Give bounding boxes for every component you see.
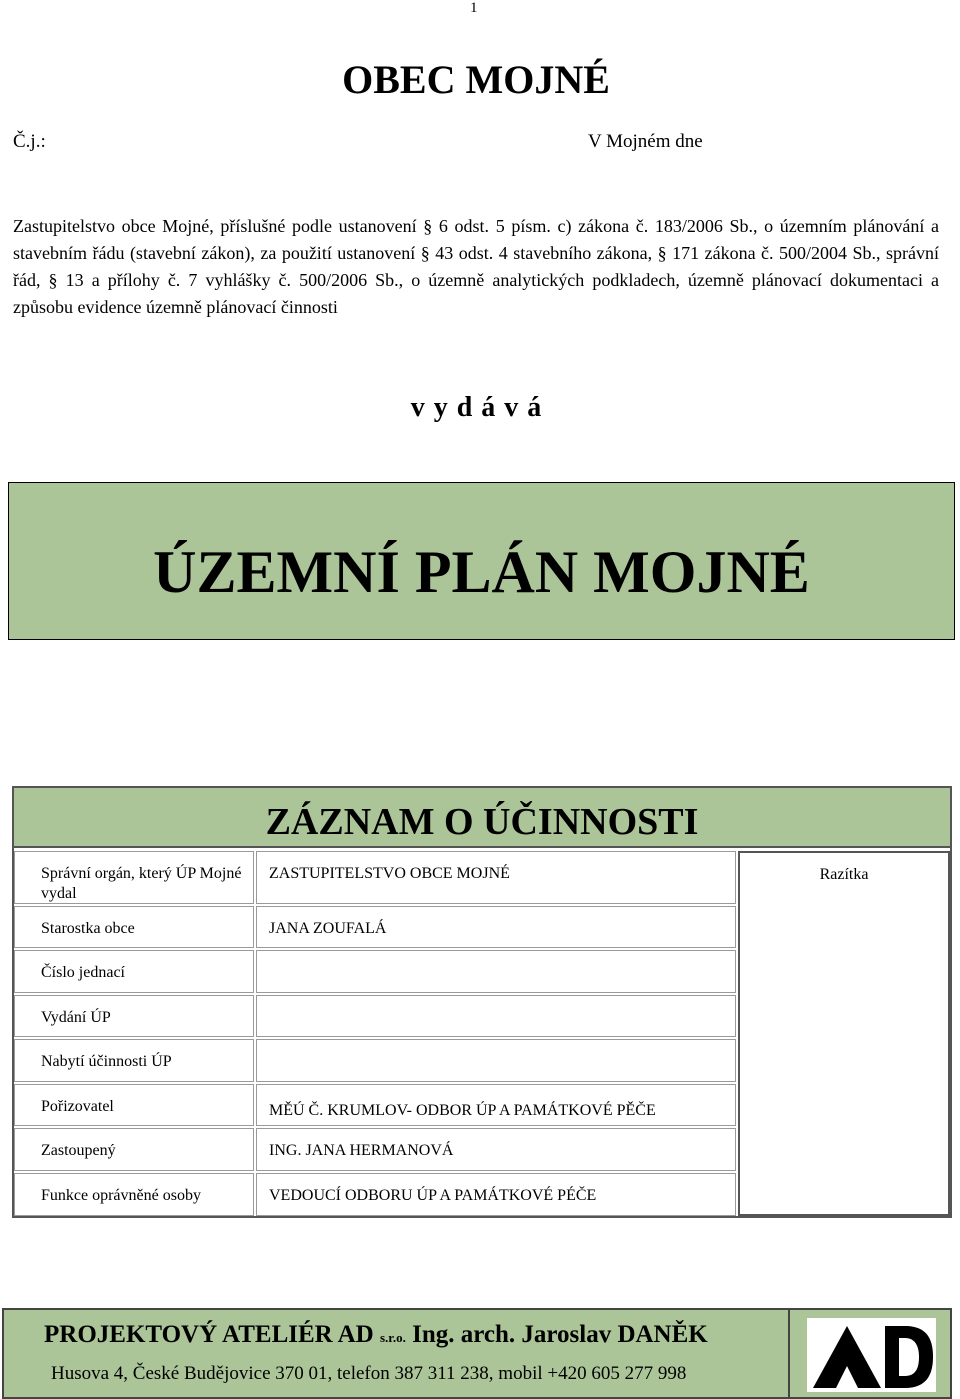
- row-label-represented: Zastoupený: [14, 1128, 254, 1171]
- plan-title: ÚZEMNÍ PLÁN MOJNÉ: [153, 538, 810, 605]
- stamp-label: Razítka: [819, 866, 869, 883]
- author-name: Ing. arch. Jaroslav DANĚK: [412, 1321, 708, 1348]
- footer-company-line: [44, 1321, 708, 1349]
- row-value-issue: [256, 995, 736, 1037]
- document-title: OBEC MOJNÉ: [342, 57, 610, 102]
- intro-paragraph: Zastupitelstvo obce Mojné, příslušné podle ustanovení § 6 odst. 5 písm. c) zákona č. 183/2006 Sb., o územním plánování a stavebním řádu (stavební zákon), za použití ustanovení § 43 odst. 4 stavebního zákona, § 171 zákona č. 500/2004 Sb., správní řád, § 13 a přílohy č. 7 vyhlášky č. 500/2006 Sb., o územně analytických podkladech, územně plánovací dokumentaci a způsobu evidence územně plánovací činnosti: [13, 216, 939, 317]
- row-label-issue: Vydání ÚP: [14, 995, 254, 1037]
- row-value-reference: [256, 950, 736, 993]
- place-date-label: V Mojném dne: [588, 131, 703, 152]
- row-label-function: Funkce oprávněné osoby: [14, 1173, 254, 1216]
- record-heading: ZÁZNAM O ÚČINNOSTI: [265, 801, 699, 843]
- company-suffix: s.r.o.: [379, 1330, 406, 1345]
- row-value-procurer: MĚÚ Č. KRUMLOV- ODBOR ÚP A PAMÁTKOVÉ PĚČE: [256, 1084, 736, 1126]
- row-value-effective: [256, 1039, 736, 1082]
- row-label-reference: Číslo jednací: [14, 950, 254, 993]
- row-value-mayor: JANA ZOUFALÁ: [256, 906, 736, 948]
- row-label-authority: Správní orgán, který ÚP Mojné vydal: [14, 851, 254, 904]
- company-logo: [807, 1318, 936, 1392]
- plan-title-band: [8, 482, 955, 640]
- company-name: PROJEKTOVÝ ATELIÉR AD: [44, 1321, 374, 1348]
- footer-address: Husova 4, České Budějovice 370 01, telefon 387 311 238, mobil +420 605 277 998: [51, 1363, 687, 1384]
- issues-heading: v y d á v á: [410, 392, 542, 423]
- row-value-function: VEDOUCÍ ODBORU ÚP A PAMÁTKOVÉ PÉČE: [256, 1173, 736, 1216]
- row-value-authority: ZASTUPITELSTVO OBCE MOJNÉ: [256, 851, 736, 904]
- row-value-represented: ING. JANA HERMANOVÁ: [256, 1128, 736, 1171]
- stamp-area: [738, 851, 950, 1216]
- row-label-effective: Nabytí účinnosti ÚP: [14, 1039, 254, 1082]
- row-label-procurer: Pořizovatel: [14, 1084, 254, 1126]
- ad-logo-icon: [807, 1318, 936, 1392]
- row-label-mayor: Starostka obce: [14, 906, 254, 948]
- page-number: 1: [470, 0, 478, 16]
- reference-number-label: Č.j.:: [13, 131, 46, 152]
- record-heading-band: [14, 788, 950, 848]
